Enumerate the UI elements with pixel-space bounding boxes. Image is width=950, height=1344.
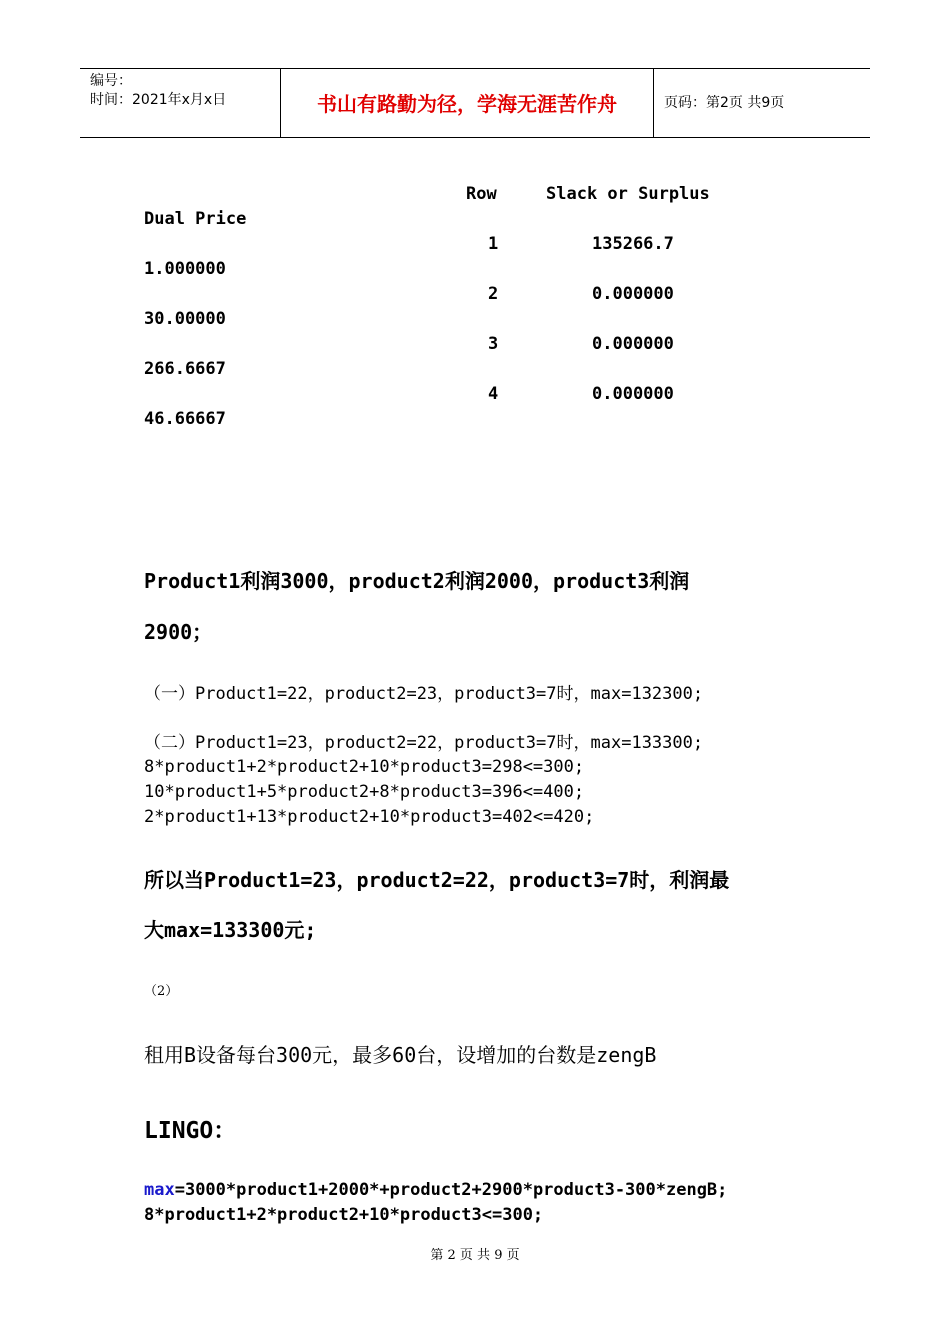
row-dual: 30.00000 [144,309,226,329]
row-number: 3 [488,334,499,354]
lingo-code-line1 [144,1180,727,1200]
column-header-row: Row [466,184,497,204]
profit-statement-line1: Product1利润3000，product2利润2000，product3利润 [144,569,690,593]
header-page-label: 页码：第2页 共9页 [664,95,785,111]
profit-statement-line2: 2900； [144,620,213,644]
row-dual: 46.66667 [144,409,226,429]
case-two-line: （二）Product1=23，product2=22，product3=7时，max=133300; [144,733,704,753]
row-slack: 0.000000 [592,384,674,404]
row-slack: 135266.7 [592,234,674,254]
row-slack: 0.000000 [592,334,674,354]
column-header-dual: Dual Price [144,209,247,229]
constraint-check-2: 10*product1+5*product2+8*product3=396<=400; [144,782,585,802]
page-header [80,68,870,138]
header-left-cell [80,69,281,137]
row-dual: 266.6667 [144,359,226,379]
header-right-cell [654,69,870,137]
objective-expression: =3000*product1+2000*+product2+2900*product3-300*zengB; [174,1180,728,1200]
row-number: 2 [488,284,499,304]
constraint-check-3: 2*product1+13*product2+10*product3=402<=420; [144,807,595,827]
document-time-label: 时间：2021年x月x日 [90,92,227,108]
page-footer: 第 2 页 共 9 页 [430,1248,520,1263]
lingo-code-line2: 8*product1+2*product2+10*product3<=300; [144,1205,544,1225]
row-number: 1 [488,234,499,254]
part-two-label: （2） [144,984,179,999]
conclusion-line2: 大max=133300元; [144,918,317,942]
code-keyword-max: max [144,1180,175,1200]
row-slack: 0.000000 [592,284,674,304]
row-number: 4 [488,384,499,404]
lingo-heading: LINGO： [144,1118,237,1144]
column-header-slack: Slack or Surplus [546,184,710,204]
header-motto-cell [281,69,654,137]
document-number-label: 编号： [90,73,132,89]
header-motto: 书山有路勤为径，学海无涯苦作舟 [317,92,617,116]
row-dual: 1.000000 [144,259,226,279]
case-one-line: （一）Product1=22，product2=23，product3=7时，max=132300; [144,684,704,704]
constraint-check-1: 8*product1+2*product2+10*product3=298<=300; [144,757,585,777]
conclusion-line1: 所以当Product1=23，product2=22，product3=7时，利润最 [144,868,730,892]
rent-description: 租用B设备每台300元，最多60台，设增加的台数是zengB [144,1043,657,1067]
